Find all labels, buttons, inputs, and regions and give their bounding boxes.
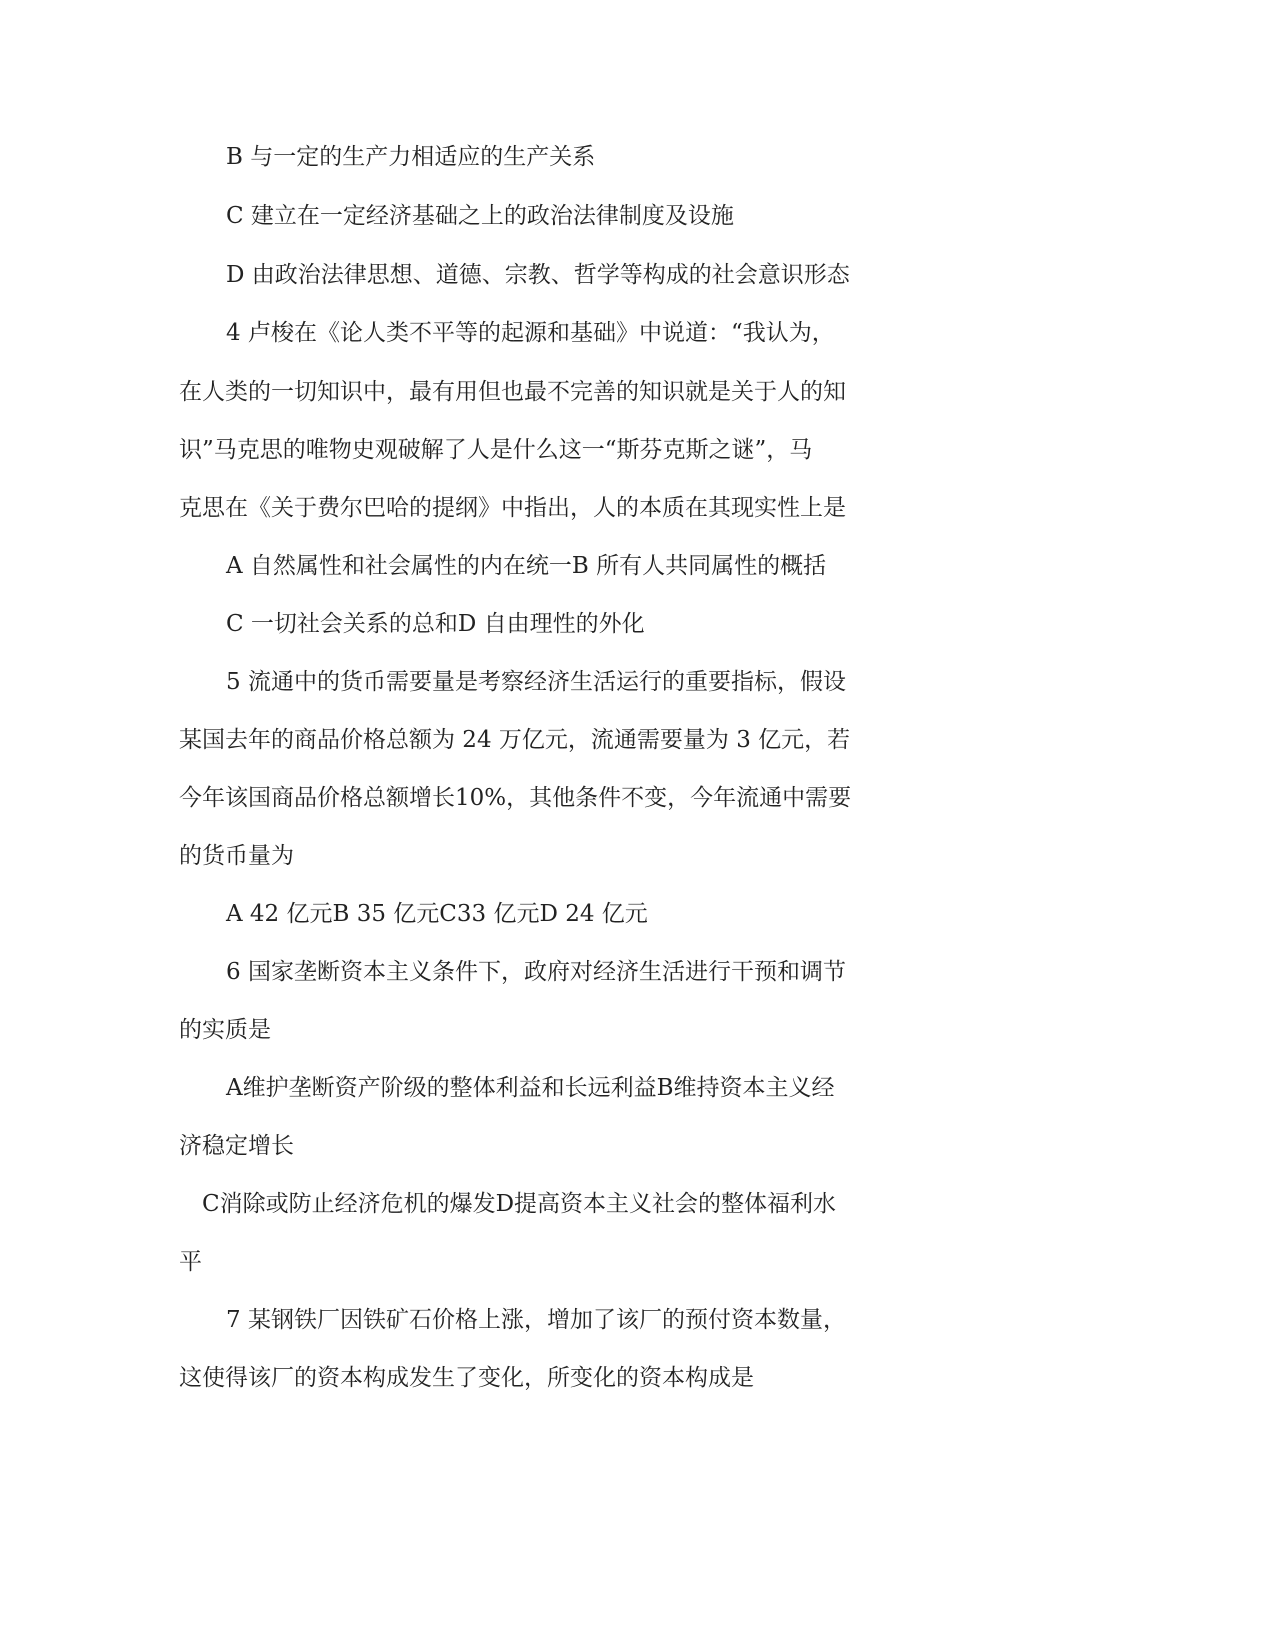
question-6-options-ab-line-2: 济稳定增长 [179,1133,294,1159]
question-4-options-cd: C 一切社会关系的总和D 自由理性的外化 [226,611,645,637]
question-4-line-3: 识”马克思的唯物史观破解了人是什么这一“斯芬克斯之谜”，马 [179,437,813,463]
question-6-line-2: 的实质是 [179,1017,271,1043]
question-5-line-1: 5 流通中的货币需要量是考察经济生活运行的重要指标，假设 [226,669,846,695]
question-5-options: A 42 亿元B 35 亿元C33 亿元D 24 亿元 [226,901,648,927]
question-4-line-1: 4 卢梭在《论人类不平等的起源和基础》中说道：“我认为， [226,320,835,346]
option-d-line: D 由政治法律思想、道德、宗教、哲学等构成的社会意识形态 [226,262,850,288]
question-6-options-ab-line-1: A维护垄断资产阶级的整体利益和长远利益B维持资本主义经 [226,1075,835,1101]
question-4-line-4: 克思在《关于费尔巴哈的提纲》中指出，人的本质在其现实性上是 [179,495,846,521]
question-4-line-2: 在人类的一切知识中，最有用但也最不完善的知识就是关于人的知 [179,379,846,405]
question-6-line-1: 6 国家垄断资本主义条件下，政府对经济生活进行干预和调节 [226,959,846,985]
question-4-options-ab: A 自然属性和社会属性的内在统一B 所有人共同属性的概括 [226,553,827,579]
question-6-options-cd-line-1: C消除或防止经济危机的爆发D提高资本主义社会的整体福利水 [202,1191,837,1217]
question-7-line-2: 这使得该厂的资本构成发生了变化，所变化的资本构成是 [179,1365,754,1391]
question-7-line-1: 7 某钢铁厂因铁矿石价格上涨，增加了该厂的预付资本数量， [226,1307,846,1333]
question-5-line-3: 今年该国商品价格总额增长10%，其他条件不变，今年流通中需要 [179,785,852,811]
option-c-line: C 建立在一定经济基础之上的政治法律制度及设施 [226,203,734,229]
question-6-options-cd-line-2: 平 [179,1249,202,1275]
question-5-line-4: 的货币量为 [179,843,294,869]
option-b-line: B 与一定的生产力相适应的生产关系 [226,144,596,170]
question-5-line-2: 某国去年的商品价格总额为 24 万亿元，流通需要量为 3 亿元，若 [179,727,851,753]
